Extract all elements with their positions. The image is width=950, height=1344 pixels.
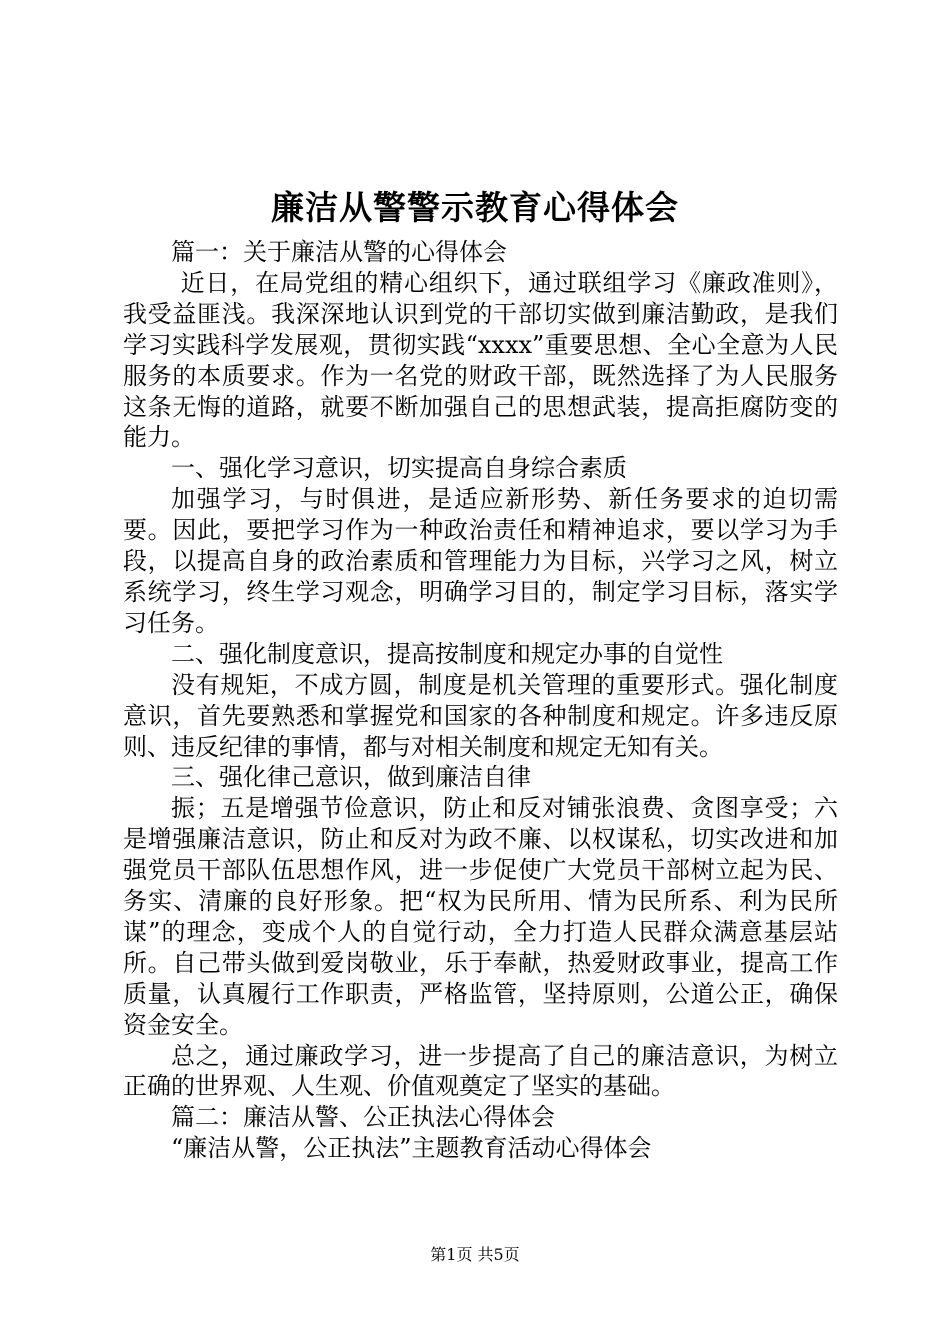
paragraph-intro: 近日，在局党组的精心组织下，通过联组学习《廉政准则》，我受益匪浅。我深深地认识到党的干部切实做到廉洁勤政，是我们学习实践科学发展观，贯彻实践“xxxx”重要思想、全心全意为人民服务的本质要求。作为一名党的财政干部，既然选择了为人民服务这条无悔的道路，就要不断加强自己的思想武装，提高拒腐防变的能力。 — [123, 268, 838, 452]
paragraph-heading-1: 一、强化学习意识，切实提高自身综合素质 — [171, 454, 627, 483]
paragraph-heading-2: 二、强化制度意识，提高按制度和规定办事的自觉性 — [171, 639, 723, 668]
paragraph-section-two-heading: 篇二：廉洁从警、公正执法心得体会 — [171, 1103, 555, 1132]
paragraph-section-two-subtitle: “廉洁从警，公正执法”主题教育活动心得体会 — [171, 1134, 652, 1163]
document-body — [123, 237, 838, 1164]
paragraph-summary: 总之，通过廉政学习，进一步提高了自己的廉洁意识，为树立正确的世界观、人生观、价值观奠定了坚实的基础。 — [123, 1041, 838, 1101]
paragraph-self-discipline: 振；五是增强节俭意识，防止和反对铺张浪费、贪图享受；六是增强廉洁意识，防止和反对为政不廉、以权谋私，切实改进和加强党员干部队伍思想作风，进一步促使广大党员干部树立起为民、务实、清廉的良好形象。把“权为民所用、情为民所系、利为民所谋”的理念，变成个人的自觉行动，全力打造人民群众满意基层站所。自己带头做到爱岗敬业，乐于奉献，热爱财政事业，提高工作质量，认真履行工作职责，严格监管，坚持原则，公道公正，确保资金安全。 — [123, 794, 838, 1039]
document-title: 廉洁从警警示教育心得体会 — [271, 188, 679, 227]
paragraph-system: 没有规矩，不成方圆，制度是机关管理的重要形式。强化制度意识，首先要熟悉和掌握党和国家的各种制度和规定。许多违反原则、违反纪律的事情，都与对相关制度和规定无知有关。 — [123, 670, 838, 761]
paragraph-heading-3: 三、强化律己意识，做到廉洁自律 — [171, 763, 531, 792]
paragraph-study: 加强学习，与时俱进，是适应新形势、新任务要求的迫切需要。因此，要把学习作为一种政治责任和精神追求，要以学习为手段，以提高自身的政治素质和管理能力为目标，兴学习之风，树立系统学习，终生学习观念，明确学习目的，制定学习目标，落实学习任务。 — [123, 485, 838, 637]
paragraph-section-one-heading: 篇一：关于廉洁从警的心得体会 — [171, 238, 507, 266]
page-footer: 第1页 共5页 — [430, 1245, 520, 1264]
